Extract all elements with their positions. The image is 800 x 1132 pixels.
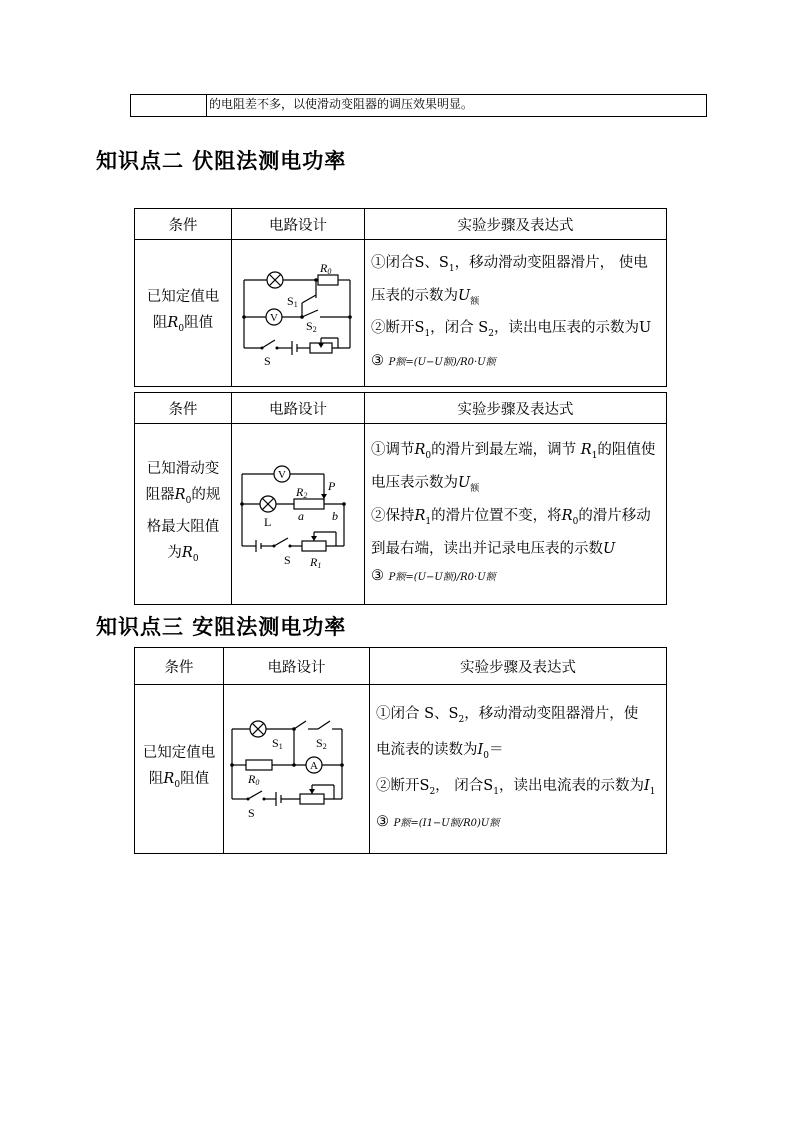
table2 bbox=[134, 392, 667, 605]
table3-formula: P额=(I1−U额/R0)U额 bbox=[393, 817, 500, 829]
table3 bbox=[134, 647, 667, 854]
table3-step3: ③ P额=(I1−U额/R0)U额 bbox=[376, 813, 500, 830]
section2-title: 知识点二 伏阻法测电功率 bbox=[96, 149, 347, 173]
table1-header-circuit: 电路设计 bbox=[232, 209, 365, 240]
table1-step1-line1: ①闭合S、$S_1$，移动滑动变阻器滑片， 使电 bbox=[371, 254, 648, 274]
table2-condition-line1: 已知滑动变 bbox=[146, 461, 220, 478]
table2-header-circuit: 电路设计 bbox=[232, 393, 365, 424]
table2-header-steps: 实验步骤及表达式 bbox=[365, 393, 667, 424]
table3-header-steps: 实验步骤及表达式 bbox=[370, 648, 667, 685]
circuit1-diagram bbox=[232, 240, 365, 382]
circuit3-label-r0: R0 bbox=[248, 772, 260, 787]
circuit1-label-s: S bbox=[264, 354, 271, 368]
circuit2-label-p: P bbox=[328, 479, 336, 493]
table3-condition-line1: 已知定值电 bbox=[142, 745, 216, 762]
table3-step2: ②断开$S_2$， 闭合$S_1$，读出电流表的示数为$I_1$ bbox=[376, 777, 656, 797]
circuit2-voltmeter-label: V bbox=[278, 469, 286, 481]
table1-steps bbox=[365, 240, 667, 387]
table1-step1-line2: 压表的示数为$U_额$ bbox=[371, 287, 480, 307]
table2-condition-line3: 格最大阻值 bbox=[146, 519, 220, 535]
table1-step3: ③ P额=(U−U额)/R0·U额 bbox=[371, 353, 496, 370]
circuit2-diagram bbox=[232, 424, 365, 600]
table1 bbox=[134, 208, 667, 387]
table2-condition-line4: 为$R_0$ bbox=[167, 545, 199, 564]
table1-condition-line2: 阻$R_0$阻值 bbox=[152, 315, 214, 334]
circuit2-label-s: S bbox=[284, 553, 291, 567]
table2-steps bbox=[365, 424, 667, 605]
table3-condition bbox=[135, 685, 224, 854]
table1-formula: P额=(U−U额)/R0·U额 bbox=[388, 357, 496, 369]
table3-header-condition: 条件 bbox=[135, 648, 224, 685]
table2-circuit-cell bbox=[232, 424, 365, 605]
table1-header-condition: 条件 bbox=[135, 209, 232, 240]
table2-step1-line2: 电压表示数为$U_额$ bbox=[371, 475, 480, 494]
circuit2-label-r1: R1 bbox=[310, 555, 322, 570]
table1-condition-line1: 已知定值电 bbox=[146, 289, 220, 306]
table2-step2-line1: ②保持$R_1$的滑片位置不变，将$R_0$的滑片移动 bbox=[371, 507, 651, 527]
table3-condition-line2: 阻$R_0$阻值 bbox=[148, 771, 210, 790]
circuit3-label-s2: S2 bbox=[316, 736, 327, 751]
section3-title: 知识点三 安阻法测电功率 bbox=[96, 615, 347, 639]
table2-formula: P额=(U−U额)/R0·U额 bbox=[388, 571, 496, 583]
circuit2-label-r2: R2 bbox=[296, 485, 308, 500]
circuit2-label-b: b bbox=[332, 509, 338, 523]
table1-step2: ②断开$S_1$，闭合 $S_2$，读出电压表的示数为U bbox=[371, 320, 652, 340]
table1-condition bbox=[135, 240, 232, 387]
table2-condition bbox=[135, 424, 232, 605]
table1-circuit-cell bbox=[232, 240, 365, 387]
circuit3-ammeter-label: A bbox=[310, 760, 318, 772]
top-row-text: 的电阻差不多，以使滑动变阻器的调压效果明显。 bbox=[209, 97, 474, 111]
circuit1-voltmeter-label: V bbox=[270, 312, 278, 324]
circuit3-label-s: S bbox=[248, 806, 255, 820]
circuit3-diagram bbox=[224, 685, 370, 849]
table3-step1-line1: ①闭合 S、$S_2$，移动滑动变阻器滑片，使 bbox=[376, 706, 639, 726]
circuit2-label-l: L bbox=[264, 515, 272, 529]
table3-circuit-cell bbox=[224, 685, 370, 854]
table2-condition-line2: 阻器$R_0$的规 bbox=[145, 487, 221, 506]
circuit1-label-s1: S1 bbox=[287, 294, 298, 309]
table1-header-steps: 实验步骤及表达式 bbox=[365, 209, 667, 240]
table3-header-circuit: 电路设计 bbox=[224, 648, 370, 685]
table2-step3: ③ P额=(U−U额)/R0·U额 bbox=[371, 567, 496, 584]
table3-step1-line2: 电流表的读数为$I_0=$ bbox=[376, 742, 504, 761]
top-table-text-cell bbox=[207, 95, 707, 117]
circuit2-label-a: a bbox=[298, 509, 304, 523]
circuit1-label-s2: S2 bbox=[306, 319, 317, 334]
top-table-empty-cell bbox=[131, 95, 207, 117]
table2-step1-line1: ①调节$R_0$的滑片到最左端，调节 $R_1$的阻值使 bbox=[371, 442, 656, 462]
circuit3-label-s1: S1 bbox=[272, 736, 283, 751]
top-table bbox=[130, 94, 707, 117]
circuit1-label-r0: R0 bbox=[320, 261, 332, 276]
table2-header-condition: 条件 bbox=[135, 393, 232, 424]
table3-steps bbox=[370, 685, 667, 854]
table2-step2-line2: 到最右端，读出并记录电压表的示数U bbox=[371, 540, 616, 557]
